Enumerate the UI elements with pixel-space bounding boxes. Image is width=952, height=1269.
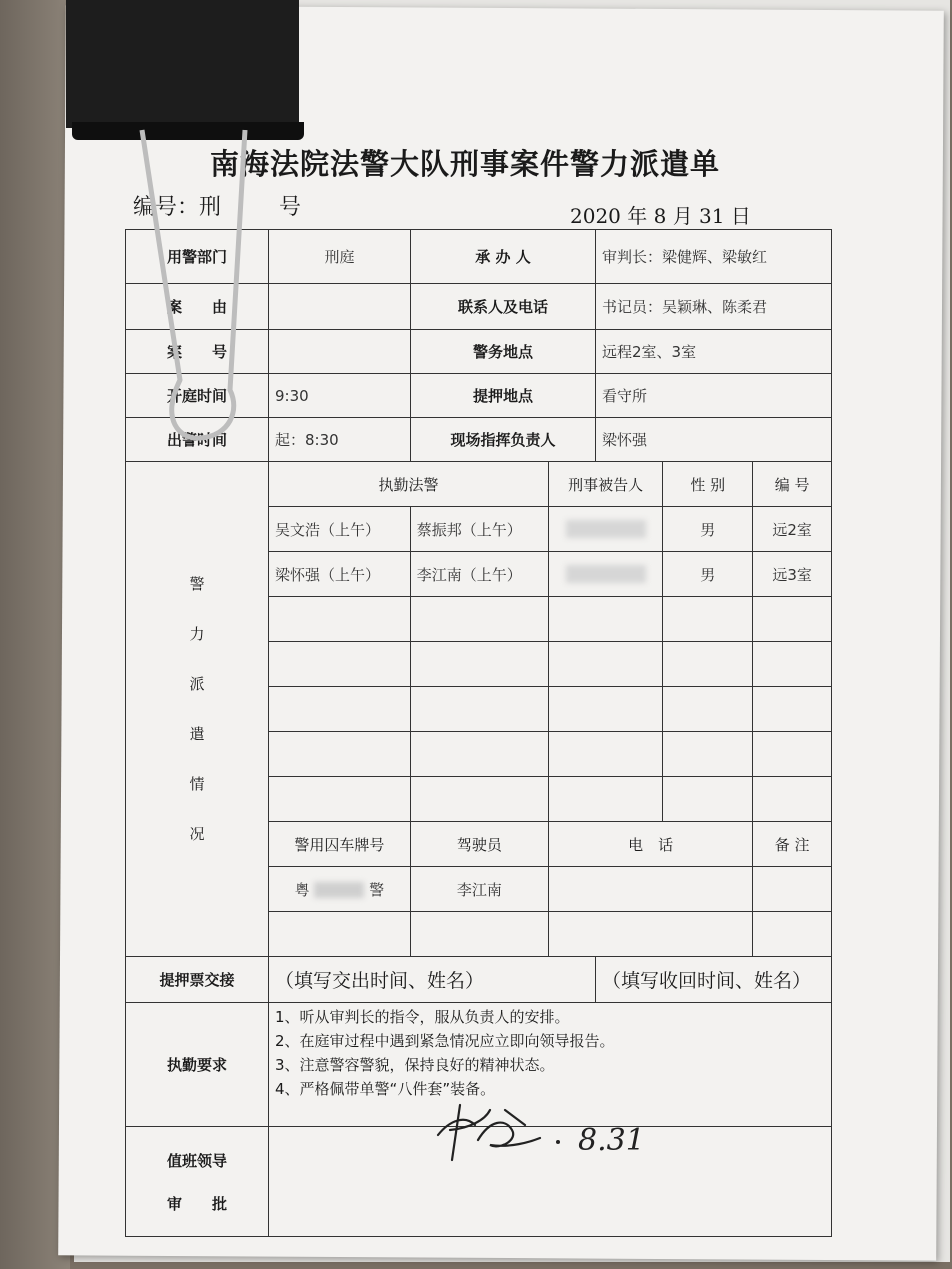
case-label: 案 号 — [126, 330, 269, 374]
handover-back: （填写收回时间、姓名） — [596, 957, 832, 1003]
approval-label-line2: 审 批 — [166, 1194, 227, 1213]
table-row — [269, 642, 831, 687]
dispatch-grid — [269, 462, 831, 956]
plate-prefix: 粤 — [294, 880, 310, 899]
binder-clip-icon — [66, 0, 299, 128]
table-row — [269, 597, 831, 642]
officer-cell: 李江南（上午） — [410, 552, 548, 597]
officer-cell: 蔡振邦（上午） — [410, 507, 548, 552]
plate-header: 警用囚车牌号 — [269, 822, 410, 867]
side-char: 警 — [189, 575, 205, 593]
contact-label: 联系人及电话 — [411, 284, 596, 330]
approval-label — [126, 1127, 269, 1237]
clip-wire-icon — [120, 120, 280, 450]
table-row — [269, 732, 831, 777]
serial-suffix: 号 — [279, 195, 302, 220]
plate-redacted — [314, 882, 364, 898]
officers-header: 执勤法警 — [269, 462, 548, 507]
cause-value — [269, 284, 411, 330]
approval-label-line1: 值班领导 — [166, 1151, 227, 1170]
side-char: 遣 — [189, 725, 205, 743]
requirement-item: 3、注意警容警貌，保持良好的精神状态。 — [275, 1056, 555, 1074]
table-row — [269, 687, 831, 732]
driver-header: 驾驶员 — [410, 822, 548, 867]
commander-value: 梁怀强 — [596, 418, 832, 462]
cause-label: 案 由 — [126, 284, 269, 330]
detain-location-label: 提押地点 — [411, 374, 596, 418]
dispatch-grid-cell — [269, 462, 832, 957]
defendant-redacted — [548, 552, 662, 597]
location-value: 远程2室、3室 — [596, 330, 832, 374]
dept-value: 刑庭 — [269, 230, 411, 284]
officer-cell: 梁怀强（上午） — [269, 552, 410, 597]
location-label: 警务地点 — [411, 330, 596, 374]
phone-cell — [548, 867, 752, 912]
dispatch-section-label — [126, 462, 269, 957]
open-time-value: 9:30 — [269, 374, 411, 418]
table-row — [269, 777, 831, 822]
gender-header: 性 别 — [663, 462, 753, 507]
plate-cell — [269, 867, 410, 912]
handler-label: 承 办 人 — [411, 230, 596, 284]
table-row — [269, 507, 831, 552]
number-cell: 远3室 — [753, 552, 831, 597]
table-row — [269, 552, 831, 597]
gender-cell: 男 — [663, 552, 753, 597]
defendant-header: 刑事被告人 — [548, 462, 662, 507]
defendant-redacted — [548, 507, 662, 552]
table-row — [269, 912, 831, 957]
serial-label: 编号：刑 — [133, 195, 222, 220]
dispatch-time-value: 起：8:30 — [269, 418, 411, 462]
gender-cell: 男 — [663, 507, 753, 552]
side-char: 派 — [189, 675, 205, 693]
note-header: 备 注 — [753, 822, 831, 867]
phone-header: 电 话 — [548, 822, 752, 867]
requirement-item: 4、严格佩带单警“八件套”装备。 — [275, 1080, 496, 1098]
officer-cell: 吴文浩（上午） — [269, 507, 410, 552]
requirement-item: 1、听从审判长的指令，服从负责人的安排。 — [275, 1008, 570, 1026]
dispatch-time-label: 出警时间 — [126, 418, 269, 462]
contact-value: 书记员：吴颖琳、陈柔君 — [596, 284, 832, 330]
driver-cell: 李江南 — [410, 867, 548, 912]
number-cell: 远2室 — [753, 507, 831, 552]
handover-out: （填写交出时间、姓名） — [269, 957, 596, 1003]
table-row — [269, 867, 831, 912]
detain-location-value: 看守所 — [596, 374, 832, 418]
plate-suffix: 警 — [369, 880, 385, 899]
handler-value: 审判长：梁健辉、梁敏红 — [596, 230, 832, 284]
requirement-item: 2、在庭审过程中遇到紧急情况应立即向领导报告。 — [275, 1032, 615, 1050]
side-char: 况 — [189, 825, 205, 843]
commander-label: 现场指挥负责人 — [411, 418, 596, 462]
side-char: 力 — [189, 625, 205, 643]
number-header: 编 号 — [753, 462, 831, 507]
open-time-label: 开庭时间 — [126, 374, 269, 418]
requirements-label: 执勤要求 — [126, 1003, 269, 1127]
side-char: 情 — [189, 775, 205, 793]
approval-date-mark: 8.31 — [578, 1123, 645, 1158]
dept-label: 用警部门 — [126, 230, 269, 284]
form-date: 2020 年 8 月 31 日 — [570, 204, 751, 228]
handover-label: 提押票交接 — [126, 957, 269, 1003]
form-title: 南海法院法警大队刑事案件警力派遣单 — [210, 147, 721, 181]
note-cell — [753, 867, 831, 912]
case-value — [269, 330, 411, 374]
